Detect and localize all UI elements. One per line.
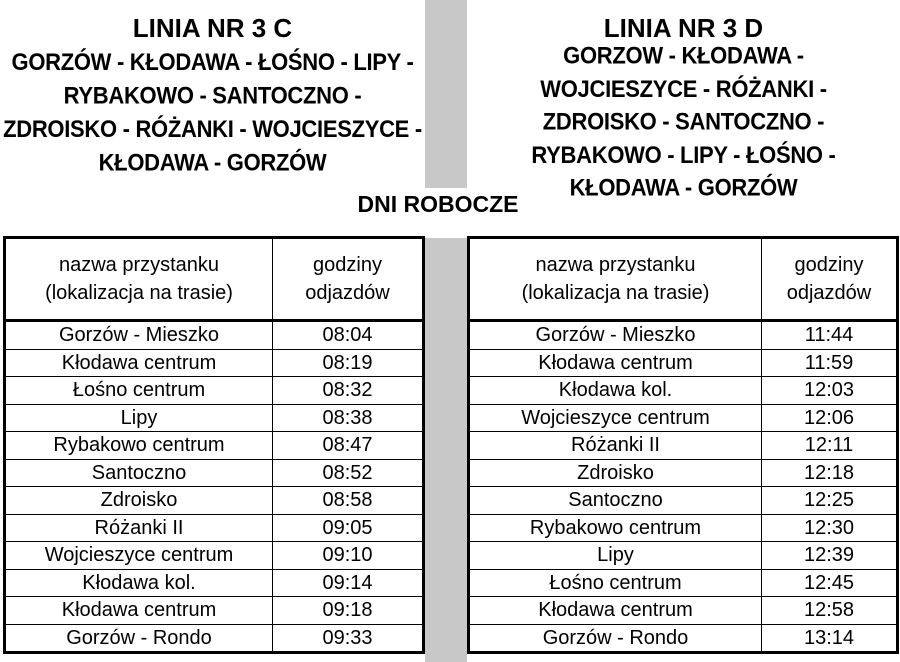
departure-time: 08:52 [273, 459, 424, 487]
stop-name: Rybakowo centrum [5, 432, 273, 460]
table-row [469, 404, 898, 432]
stop-name: Różanki II [469, 432, 762, 460]
stop-name: Wojcieszyce centrum [469, 404, 762, 432]
line-3d-header [467, 0, 900, 199]
days-label: DNI ROBOCZE [357, 191, 519, 217]
departure-time: 12:06 [762, 404, 898, 432]
route-line: GORZÓW - KŁODAWA - ŁOŚNO - LIPY - [11, 48, 414, 76]
stop-name: Gorzów - Mieszko [469, 321, 762, 350]
stop-name: Gorzów - Rondo [5, 624, 273, 653]
table-row [5, 569, 424, 597]
stop-column-header: nazwa przystanku (lokalizacja na trasie) [469, 238, 762, 321]
departure-time: 08:58 [273, 487, 424, 515]
route-line: RYBAKOWO - SANTOCZNO - [63, 81, 362, 109]
stop-name: Kłodawa centrum [469, 597, 762, 625]
departure-time: 12:39 [762, 542, 898, 570]
departure-time: 13:14 [762, 624, 898, 653]
stop-name: Santoczno [5, 459, 273, 487]
line-3c-timetable [3, 236, 425, 654]
table-row [469, 542, 898, 570]
route-line: KŁODAWA - GORZÓW [569, 173, 798, 201]
table-row [5, 432, 424, 460]
departure-time: 09:33 [273, 624, 424, 653]
route-line: GORZOW - KŁODAWA - [563, 42, 804, 70]
stop-name: Lipy [5, 404, 273, 432]
line-3d-route [467, 40, 900, 205]
route-line: RYBAKOWO - LIPY - ŁOŚNO - [531, 140, 836, 168]
departure-time: 08:19 [273, 349, 424, 377]
departure-time: 12:45 [762, 569, 898, 597]
table-row [469, 459, 898, 487]
stop-name: Kłodawa centrum [5, 349, 273, 377]
route-line: KŁODAWA - GORZÓW [98, 148, 327, 176]
line-3c-route [0, 45, 425, 179]
table-row [469, 377, 898, 405]
departure-time: 12:11 [762, 432, 898, 460]
stop-name: Zdroisko [5, 487, 273, 515]
table-row [5, 349, 424, 377]
line-3d-title: LINIA NR 3 D [603, 13, 764, 43]
departure-time: 11:44 [762, 321, 898, 350]
table-row [469, 597, 898, 625]
stop-name: Kłodawa centrum [469, 349, 762, 377]
departure-time: 12:18 [762, 459, 898, 487]
departure-time: 08:32 [273, 377, 424, 405]
route-line: ZDROISKO - SANTOCZNO - [542, 107, 825, 135]
table-row [469, 569, 898, 597]
departure-time: 12:30 [762, 514, 898, 542]
table-row [5, 487, 424, 515]
departure-time: 08:38 [273, 404, 424, 432]
stop-name: Kłodawa kol. [5, 569, 273, 597]
stop-name: Kłodawa kol. [469, 377, 762, 405]
table-row [469, 514, 898, 542]
departure-time: 08:04 [273, 321, 424, 350]
table-header-row [5, 238, 424, 321]
departure-time: 09:10 [273, 542, 424, 570]
stop-name: Gorzów - Rondo [469, 624, 762, 653]
departure-time: 09:05 [273, 514, 424, 542]
column-divider-top [425, 0, 467, 188]
table-row [5, 404, 424, 432]
table-row [469, 432, 898, 460]
table-row [469, 349, 898, 377]
table-header-row [469, 238, 898, 321]
stop-name: Różanki II [5, 514, 273, 542]
stop-name: Santoczno [469, 487, 762, 515]
stop-name: Łośno centrum [469, 569, 762, 597]
table-row [5, 459, 424, 487]
stop-name: Gorzów - Mieszko [5, 321, 273, 350]
table-row [5, 624, 424, 653]
departure-time: 09:18 [273, 597, 424, 625]
table-row [5, 321, 424, 350]
departure-time: 12:58 [762, 597, 898, 625]
departure-time: 12:25 [762, 487, 898, 515]
departure-time: 11:59 [762, 349, 898, 377]
table-row [5, 514, 424, 542]
column-divider-bottom [425, 238, 467, 662]
line-3c-header [0, 0, 425, 174]
stop-name: Rybakowo centrum [469, 514, 762, 542]
departure-time: 08:47 [273, 432, 424, 460]
stop-name: Zdroisko [469, 459, 762, 487]
departure-time: 12:03 [762, 377, 898, 405]
route-line: ZDROISKO - RÓŻANKI - WOJCIESZYCE - [3, 115, 422, 143]
time-column-header: godziny odjazdów [762, 238, 898, 321]
stop-name: Łośno centrum [5, 377, 273, 405]
table-row [469, 321, 898, 350]
stop-name: Lipy [469, 542, 762, 570]
stop-column-header: nazwa przystanku (lokalizacja na trasie) [5, 238, 273, 321]
time-column-header: godziny odjazdów [273, 238, 424, 321]
route-line: WOJCIESZYCE - RÓŻANKI - [540, 75, 827, 102]
table-row [5, 542, 424, 570]
line-3d-timetable [467, 236, 899, 654]
table-row [469, 487, 898, 515]
table-row [5, 597, 424, 625]
line-3c-title: LINIA NR 3 C [132, 13, 293, 43]
table-row [5, 377, 424, 405]
stop-name: Wojcieszyce centrum [5, 542, 273, 570]
departure-time: 09:14 [273, 569, 424, 597]
stop-name: Kłodawa centrum [5, 597, 273, 625]
table-row [469, 624, 898, 653]
